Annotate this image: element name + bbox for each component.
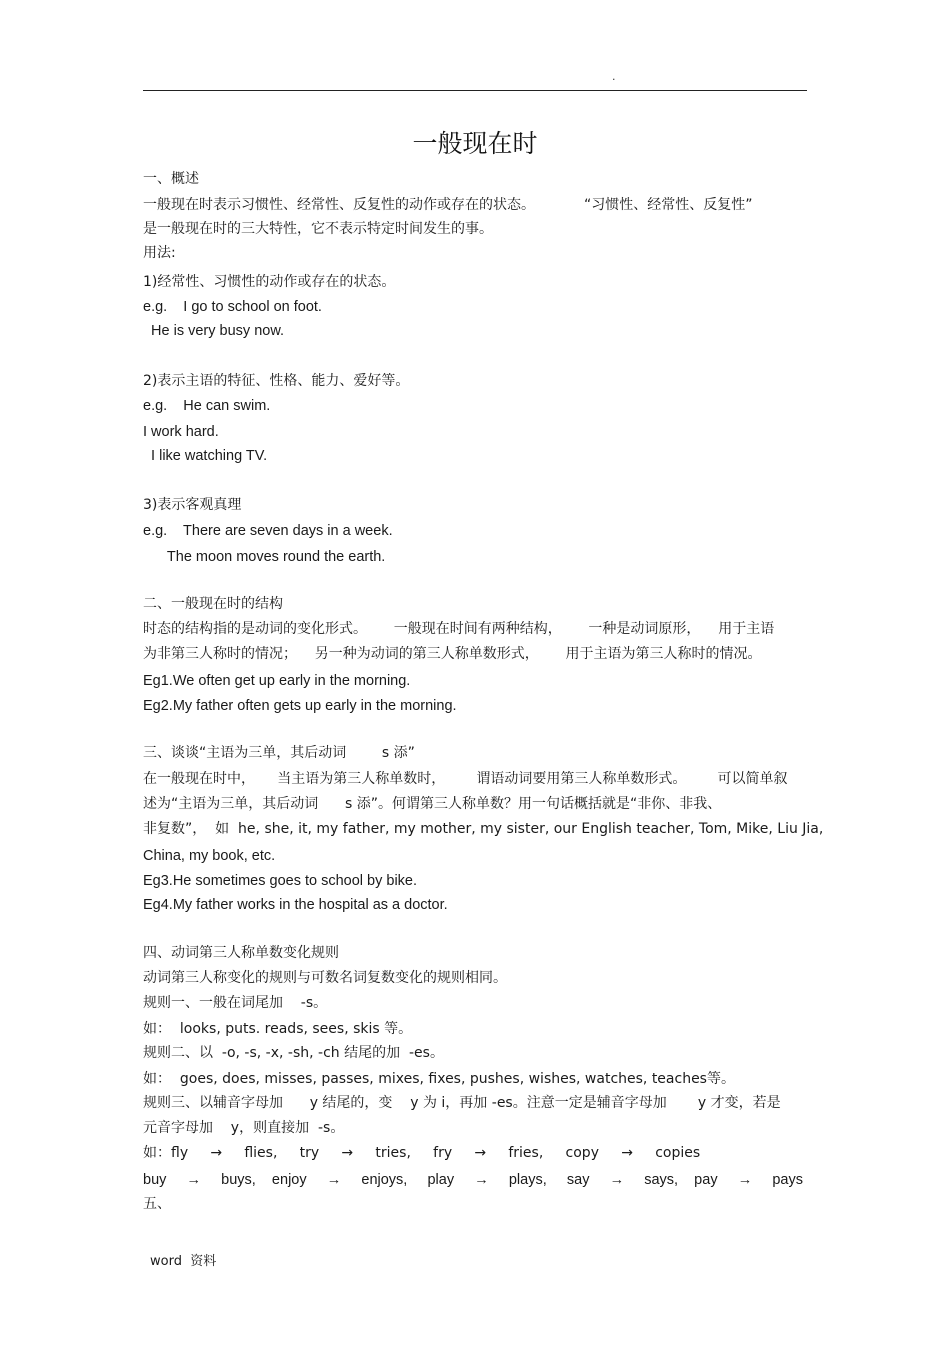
paragraph: 述为“主语为三单，其后动词 s 添”。何谓第三人称单数？用一句话概括就是“非你、非我、	[143, 796, 722, 812]
paragraph: 动词第三人称变化的规则与可数名词复数变化的规则相同。	[143, 970, 507, 986]
section-4-heading: 四、动词第三人称单数变化规则	[143, 945, 339, 961]
header-rule	[143, 90, 807, 91]
footer-label: word 资料	[150, 1254, 217, 1269]
example: Eg3.He sometimes goes to school by bike.	[143, 873, 418, 889]
paragraph: 非复数”， 如 he, she, it, my father, my mother, my sister, our English teacher, Tom, Mike, Liu Jia,	[143, 821, 824, 837]
rule: 规则一、一般在词尾加 -s。	[143, 995, 328, 1011]
example: I work hard.	[143, 424, 219, 440]
example: e.g. I go to school on foot.	[143, 299, 322, 315]
usage-item: 3)表示客观真理	[143, 497, 242, 513]
page-title: 一般现在时	[412, 129, 538, 158]
rule-example: 如： looks, puts. reads, sees, skis 等。	[143, 1021, 413, 1037]
paragraph: 时态的结构指的是动词的变化形式。 一般现在时间有两种结构， 一种是动词原形， 用于主语	[143, 621, 775, 637]
example: e.g. There are seven days in a week.	[143, 523, 393, 539]
header-dot: .	[612, 70, 616, 83]
paragraph: 一般现在时表示习惯性、经常性、反复性的动作或存在的状态。 “习惯性、经常性、反复性”	[143, 197, 753, 213]
example: Eg1.We often get up early in the morning.	[143, 673, 411, 689]
section-3-heading: 三、谈谈“主语为三单，其后动词 s 添”	[143, 745, 415, 761]
usage-item: 1)经常性、习惯性的动作或存在的状态。	[143, 274, 396, 290]
paragraph: 是一般现在时的三大特性，它不表示特定时间发生的事。	[143, 221, 493, 237]
example: Eg4.My father works in the hospital as a doctor.	[143, 897, 448, 913]
paragraph: 为非第三人称时的情况； 另一种为动词的第三人称单数形式， 用于主语为第三人称时的情况。	[143, 646, 762, 662]
rule: 元音字母加 y，则直接加 -s。	[143, 1120, 345, 1136]
usage-label: 用法:	[143, 245, 176, 261]
paragraph: 在一般现在时中， 当主语为第三人称单数时， 谓语动词要用第三人称单数形式。 可以简单叙	[143, 771, 788, 787]
rule: 规则三、以辅音字母加 y 结尾的，变 y 为 i，再加 -es。注意一定是辅音字母加 y 才变，若是	[143, 1095, 781, 1111]
rule-example: buy → buys, enjoy → enjoys, play → plays, say → says, pay → pays	[143, 1172, 803, 1188]
example: The moon moves round the earth.	[143, 549, 386, 565]
section-1-heading: 一、概述	[143, 171, 199, 187]
section-5-heading: 五、	[143, 1196, 171, 1212]
example: I like watching TV.	[143, 448, 268, 464]
example: Eg2.My father often gets up early in the morning.	[143, 698, 457, 714]
example: e.g. He can swim.	[143, 398, 271, 414]
example: He is very busy now.	[143, 323, 285, 339]
paragraph: China, my book, etc.	[143, 848, 276, 864]
section-2-heading: 二、一般现在时的结构	[143, 596, 283, 612]
usage-item: 2)表示主语的特征、性格、能力、爱好等。	[143, 373, 410, 389]
rule-example: 如： goes, does, misses, passes, mixes, fixes, pushes, wishes, watches, teaches等。	[143, 1071, 735, 1087]
rule: 规则二、以 -o, -s, -x, -sh, -ch 结尾的加 -es。	[143, 1045, 444, 1061]
rule-example: 如：fly → flies, try → tries, fry → fries, copy → copies	[143, 1145, 701, 1161]
